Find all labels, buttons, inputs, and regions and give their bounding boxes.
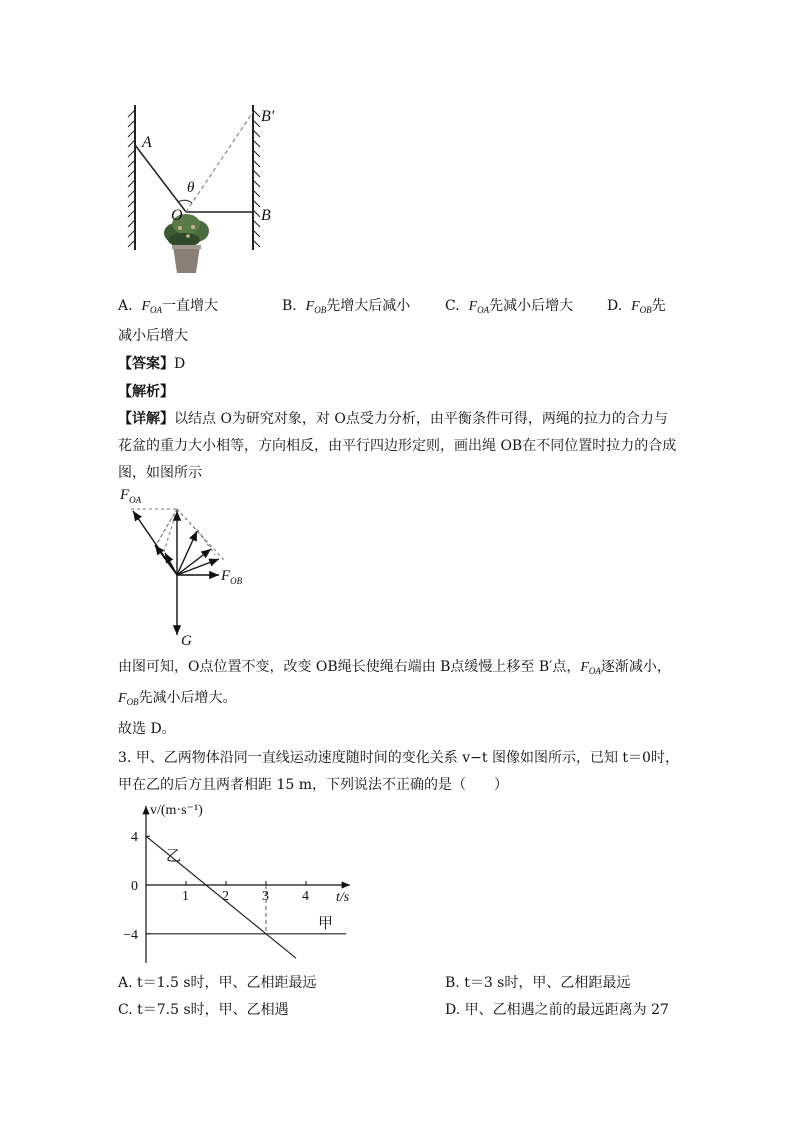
vt-chart <box>110 798 370 968</box>
f-ob-sub: OB <box>230 576 243 586</box>
q3-option-b[interactable]: B. t＝3 s时，甲、乙相距最远 <box>445 975 631 991</box>
x-tick-label-3: 3 <box>262 889 269 904</box>
q2-option-b[interactable]: B. $F_{OB}$先增大后减小 <box>282 298 411 315</box>
x-tick-label-2: 2 <box>222 889 229 904</box>
x-axis-label: t/s <box>336 890 350 905</box>
answer-line: 【答案】D <box>118 356 186 372</box>
y-tick-label-4: 4 <box>131 830 138 846</box>
svg-text:FOB <box>220 568 243 586</box>
detail-line-1: 【详解】以结点 O为研究对象，对 O点受力分析，由平衡条件可得，两绳的拉力的合力与 <box>118 411 668 427</box>
label-o: O <box>171 207 183 224</box>
svg-text:FOA <box>119 487 142 505</box>
conclusion-line-1: 由图可知，O点位置不变，改变 OB绳长使绳右端由 B点缓慢上移至 B′点，$F_{OA}$逐渐减小， <box>118 659 671 676</box>
analysis-label: 【解析】 <box>118 384 174 400</box>
q2-option-d-cont: 减小后增大 <box>118 328 188 344</box>
q3-option-a[interactable]: A. t＝1.5 s时，甲、乙相距最远 <box>118 975 317 991</box>
figure-force-diagram <box>115 485 265 650</box>
g-label: G <box>181 633 192 649</box>
y-tick-label-0: 0 <box>131 879 138 894</box>
q3-line-1: 3. 甲、乙两物体沿同一直线运动速度随时间的变化关系 v−t 图像如图所示，已知 t＝0时， <box>118 750 679 766</box>
y-axis-label: v/(m·s⁻¹) <box>150 803 203 818</box>
figure-rope-walls <box>120 100 300 280</box>
q3-line-2: 甲在乙的后方且两者相距 15 m，下列说法不正确的是（ ） <box>118 777 508 793</box>
f-oa-sub: OA <box>129 495 142 505</box>
label-a: A <box>142 134 152 151</box>
x-tick-label-4: 4 <box>302 889 309 904</box>
detail-line-2: 花盆的重力大小相等，方向相反，由平行四边形定则，画出绳 OB在不同位置时拉力的合成 <box>118 438 677 454</box>
series-label-jia: 甲 <box>318 915 334 932</box>
label-theta: θ <box>187 180 195 196</box>
conclusion-line-3: 故选 D。 <box>118 721 176 737</box>
conclusion-line-2: $F_{OB}$先减小后增大。 <box>118 690 237 707</box>
q2-option-d[interactable]: D. $F_{OB}$先 <box>607 298 666 315</box>
y-tick-label--4: −4 <box>123 927 138 943</box>
rope-ob-prime <box>186 112 253 212</box>
f-oa-label: F <box>120 487 130 503</box>
label-b-prime: B′ <box>261 108 275 125</box>
q2-option-c[interactable]: C. $F_{OA}$先减小后增大 <box>445 298 574 315</box>
q3-option-d[interactable]: D. 甲、乙相遇之前的最远距离为 27 <box>445 1002 669 1018</box>
x-tick-label-1: 1 <box>182 889 189 904</box>
detail-line-3: 图，如图所示 <box>118 465 202 481</box>
q2-option-a[interactable]: A. $F_{OA}$一直增大 <box>118 298 219 315</box>
label-b: B <box>261 207 271 224</box>
series-label-yi: 乙 <box>166 848 182 865</box>
q3-option-c[interactable]: C. t＝7.5 s时，甲、乙相遇 <box>118 1002 289 1018</box>
f-ob-label: F <box>221 568 231 584</box>
